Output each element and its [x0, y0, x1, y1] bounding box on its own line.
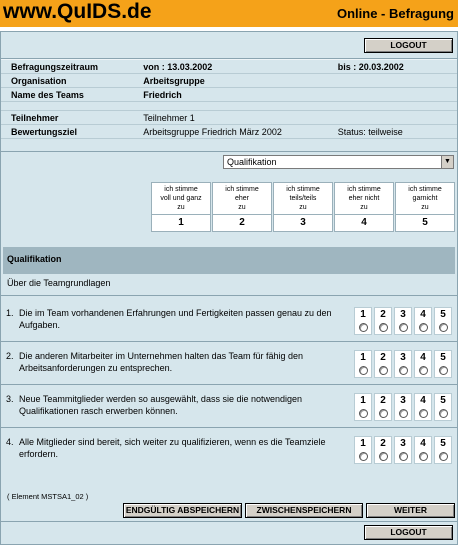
answer-option: 4 — [414, 436, 432, 464]
radio-q4-3[interactable] — [399, 452, 408, 461]
participant-value: Teilnehmer 1 — [133, 111, 327, 125]
scale-header-5 — [395, 182, 455, 232]
participant-label: Teilnehmer — [1, 111, 133, 125]
answer-option: 2 — [374, 350, 392, 378]
team-value: Friedrich — [133, 88, 327, 102]
logout-button-top[interactable]: LOGOUT — [364, 38, 453, 53]
scale-header-number: 4 — [361, 217, 367, 228]
scale-header-text: ich stimme teils/teils zu — [286, 186, 320, 211]
scale-header-number: 3 — [300, 217, 306, 228]
category-select-value: Qualifikation — [227, 157, 277, 167]
survey-panel — [0, 31, 458, 545]
organisation-label: Organisation — [1, 74, 133, 88]
section-title: Qualifikation — [7, 254, 62, 264]
radio-q3-3[interactable] — [399, 409, 408, 418]
answer-option: 2 — [374, 393, 392, 421]
radio-q1-1[interactable] — [359, 323, 368, 332]
save-final-button[interactable]: ENDGÜLTIG ABSPEICHERN — [123, 503, 242, 518]
radio-q3-4[interactable] — [419, 409, 428, 418]
answer-option: 4 — [414, 350, 432, 378]
app-header — [0, 0, 458, 27]
divider — [1, 427, 457, 428]
radio-q3-2[interactable] — [379, 409, 388, 418]
scale-header-text: ich stimme eher nicht zu — [347, 186, 381, 211]
divider — [1, 521, 457, 522]
answer-options-q1 — [354, 307, 454, 337]
scale-header-1 — [151, 182, 211, 232]
element-id: ( Element MSTSA1_02 ) — [7, 492, 89, 501]
radio-q2-5[interactable] — [439, 366, 448, 375]
answer-option: 1 — [354, 436, 372, 464]
category-select[interactable] — [223, 155, 454, 169]
radio-q2-3[interactable] — [399, 366, 408, 375]
scale-header-text: ich stimme garnicht zu — [408, 186, 442, 211]
answer-option: 1 — [354, 393, 372, 421]
answer-option: 3 — [394, 350, 412, 378]
scale-header-text: ich stimme eher zu — [225, 186, 259, 211]
radio-q2-1[interactable] — [359, 366, 368, 375]
scale-header-2 — [212, 182, 272, 232]
divider — [1, 151, 457, 152]
answer-options-q2 — [354, 350, 454, 380]
radio-q2-4[interactable] — [419, 366, 428, 375]
question-number: 3. — [6, 394, 14, 404]
question-number: 2. — [6, 351, 14, 361]
radio-q1-2[interactable] — [379, 323, 388, 332]
goal-value: Arbeitsgruppe Friedrich März 2002 — [133, 125, 327, 139]
radio-q1-4[interactable] — [419, 323, 428, 332]
team-label: Name des Teams — [1, 88, 133, 102]
answer-option: 4 — [414, 307, 432, 335]
survey-info-table — [1, 59, 457, 139]
section-header — [3, 247, 455, 274]
status-text: Status: teilweise — [328, 125, 457, 139]
divider — [1, 295, 457, 296]
answer-option: 1 — [354, 350, 372, 378]
radio-q4-5[interactable] — [439, 452, 448, 461]
question-text: Die anderen Mitarbeiter im Unternehmen halten das Team für fähig den Arbeitsanforderungen zu entsprechen. — [19, 351, 303, 373]
radio-q3-1[interactable] — [359, 409, 368, 418]
question-number: 4. — [6, 437, 14, 447]
period-to: bis : 20.03.2002 — [328, 60, 457, 74]
answer-option: 2 — [374, 436, 392, 464]
answer-options-q4 — [354, 436, 454, 466]
question-text: Die im Team vorhandenen Erfahrungen und Fertigkeiten passen genau zu den Aufgaben. — [19, 308, 332, 330]
answer-option: 5 — [434, 393, 452, 421]
brand-logo[interactable]: www.QuIDS.de — [3, 0, 152, 23]
answer-option: 5 — [434, 307, 452, 335]
divider — [1, 341, 457, 342]
answer-option: 3 — [394, 307, 412, 335]
question-number: 1. — [6, 308, 14, 318]
header-title: Online - Befragung — [337, 6, 454, 21]
radio-q2-2[interactable] — [379, 366, 388, 375]
radio-q4-4[interactable] — [419, 452, 428, 461]
organisation-value: Arbeitsgruppe — [133, 74, 327, 88]
radio-q4-1[interactable] — [359, 452, 368, 461]
answer-option: 4 — [414, 393, 432, 421]
scale-header-3 — [273, 182, 333, 232]
scale-header-number: 2 — [239, 217, 245, 228]
radio-q4-2[interactable] — [379, 452, 388, 461]
radio-q3-5[interactable] — [439, 409, 448, 418]
scale-header-number: 1 — [178, 217, 184, 228]
next-button[interactable]: WEITER — [366, 503, 455, 518]
answer-option: 3 — [394, 393, 412, 421]
question-text: Alle Mitglieder sind bereit, sich weiter zu qualifizieren, wenn es die Teamziele erfordern. — [19, 437, 326, 459]
answer-options-q3 — [354, 393, 454, 423]
period-label: Befragungszeitraum — [1, 60, 133, 74]
answer-option: 5 — [434, 350, 452, 378]
period-from: von : 13.03.2002 — [133, 60, 327, 74]
scale-header-4 — [334, 182, 394, 232]
answer-option: 1 — [354, 307, 372, 335]
logout-button-bottom[interactable]: LOGOUT — [364, 525, 453, 540]
divider — [1, 384, 457, 385]
radio-q1-5[interactable] — [439, 323, 448, 332]
answer-option: 3 — [394, 436, 412, 464]
question-text: Neue Teammitglieder werden so ausgewählt, dass sie die notwendigen Qualifikationen rasch erwerben können. — [19, 394, 303, 416]
scale-header-text: ich stimme voll und ganz zu — [160, 186, 202, 211]
save-interim-button[interactable]: ZWISCHENSPEICHERN — [245, 503, 363, 518]
answer-option: 5 — [434, 436, 452, 464]
section-subtitle: Über die Teamgrundlagen — [7, 278, 111, 288]
scale-header-number: 5 — [422, 217, 428, 228]
answer-option: 2 — [374, 307, 392, 335]
dropdown-arrow-icon[interactable]: ▼ — [441, 156, 453, 168]
radio-q1-3[interactable] — [399, 323, 408, 332]
goal-label: Bewertungsziel — [1, 125, 133, 139]
